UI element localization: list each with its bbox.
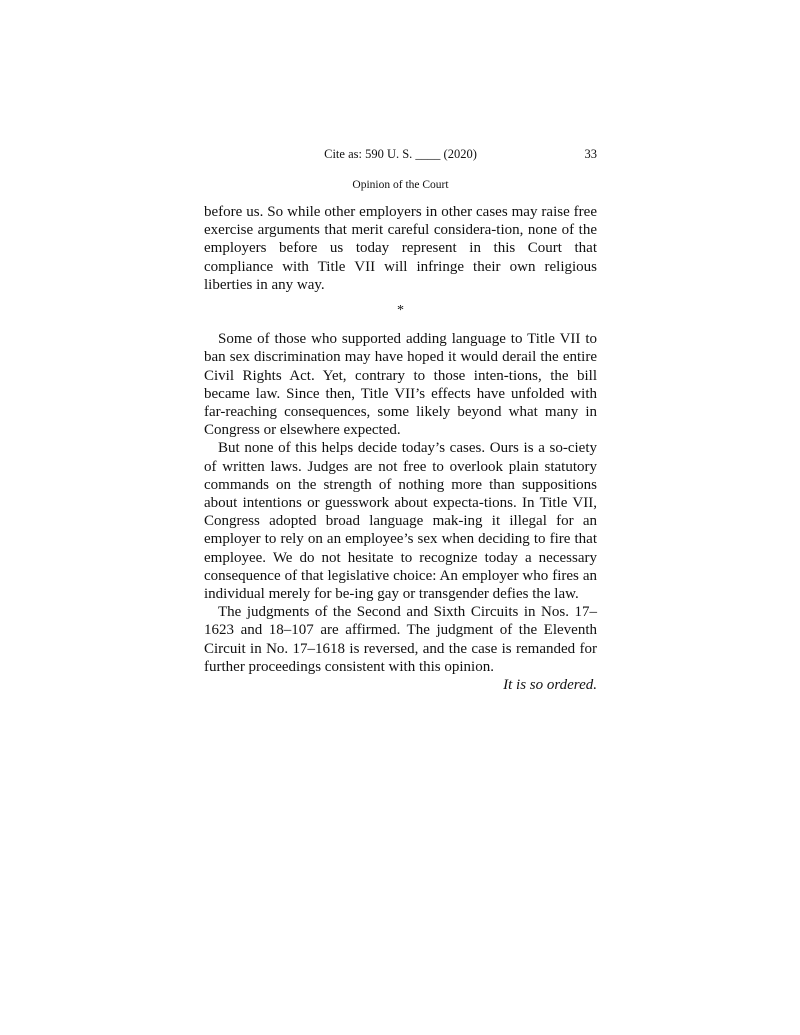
paragraph-3: But none of this helps decide today’s cases. Ours is a so-ciety of written laws. Judges are not free to overlook plain statutory commands on the strength of nothing more than suppositions about intentions or guesswork about expecta-tions. In Title VII, Congress adopted broad language mak-ing it illegal for an employer to rely on an employee’s sex when deciding to fire that employee. We do not hesitate to recognize today a necessary consequence of that legislative choice: An employer who fires an individual merely for be-ing gay or transgender defies the law. — [204, 440, 597, 603]
section-separator: * — [397, 303, 404, 319]
opinion-body — [204, 203, 597, 694]
page-number: 33 — [584, 147, 597, 161]
citation: Cite as: 590 U. S. ____ (2020) — [324, 147, 477, 161]
opinion-subtitle: Opinion of the Court — [352, 179, 449, 191]
paragraph-2: Some of those who supported adding language to Title VII to ban sex discrimination may have hoped it would derail the entire Civil Rights Act. Yet, contrary to those inten-tions, the bill became law. Since then, Title VII’s effects have unfolded with far-reaching consequences, some likely beyond what many in Congress or elsewhere expected. — [204, 331, 597, 439]
paragraph-4: The judgments of the Second and Sixth Circuits in Nos. 17–1623 and 18–107 are affirmed. The judgment of the Eleventh Circuit in No. 17–1618 is reversed, and the case is remanded for further proceedings consistent with this opinion. — [204, 604, 597, 675]
paragraph-1: before us. So while other employers in other cases may raise free exercise arguments that merit careful considera-tion, none of the employers before us today represent in this Court that compliance with Title VII will infringe their own religious liberties in any way. — [204, 204, 597, 293]
running-header — [204, 147, 597, 165]
closing-order: It is so ordered. — [503, 677, 597, 694]
